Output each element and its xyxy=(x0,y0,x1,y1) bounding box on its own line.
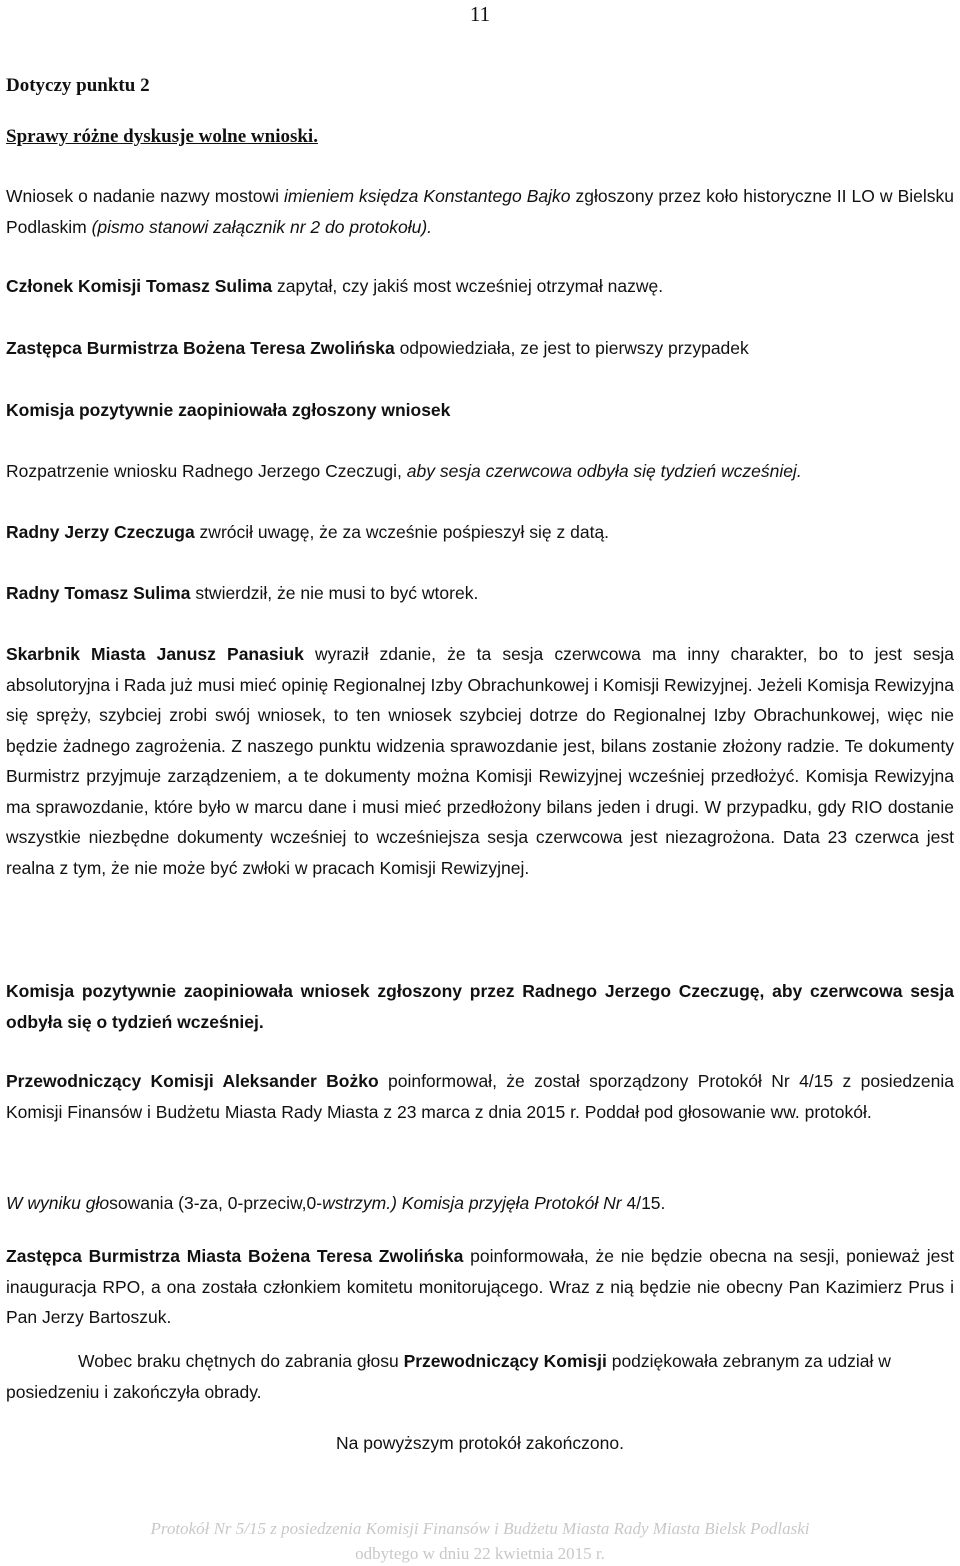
p4-text: Komisja pozytywnie zaopiniowała zgłoszony wniosek xyxy=(6,400,451,420)
p8-speaker: Skarbnik Miasta Janusz Panasiuk xyxy=(6,644,304,664)
p7-text: stwierdził, że nie musi to być wtorek. xyxy=(190,583,479,603)
section-heading xyxy=(6,71,954,102)
topic-heading-text: Sprawy różne dyskusje wolne wnioski. xyxy=(6,126,318,147)
paragraph-end-note xyxy=(0,1428,960,1459)
paragraph-sulima-remark xyxy=(6,578,954,609)
p8-text: wyraził zdanie, że ta sesja czerwcowa ma inny charakter, bo to jest sesja absolutoryjna i Rada już musi mieć opinię Regionalnej Izby Obrachunkowej i Komisji Rewizyjnej. Jeżeli Komisja Rewizyjna się spręży, szybciej zrobi swój wniosek, to ten wniosek szybciej dotrze do Regionalnej Izby Obrachunkowej, więc nie będzie żadnego zagrożenia. Z naszego punktu widzenia sprawozdanie jest, bilans zostanie złożony radzie. Te dokumenty Burmistrz przyjmuje zarządzeniem, a te dokumenty można Komisji Rewizyjnej wcześniej przedłożyć. Komisja Rewizyjna ma sprawozdanie, które było w marcu dane i musi mieć przedłożony bilans jeden i drugi. W przypadku, gdy RIO dostanie wszystkie niezbędne dokumenty wcześniej to wcześniejsza sesja czerwcowa jest niezagrożona. Data 23 czerwca jest realna z tym, że nie może być zwłoki w pracach Komisji Rewizyjnej. xyxy=(6,644,954,878)
paragraph-commission-opinion xyxy=(6,395,954,426)
page-number: 11 xyxy=(469,2,491,26)
paragraph-closing xyxy=(6,1346,954,1407)
paragraph-bozko-statement xyxy=(6,1066,954,1127)
footer-line-2-text: odbytego w dniu 22 kwietnia 2015 r. xyxy=(355,1544,605,1563)
p9-text: Komisja pozytywnie zaopiniowała wniosek zgłoszony przez Radnego Jerzego Czeczugę, aby czerwcowa sesja odbyła się o tydzień wcześniej. xyxy=(6,981,954,1032)
p1-text-1: Wniosek o nadanie nazwy mostowi xyxy=(6,186,285,206)
p11-italic-2: wstrzym.) Komisja przyjęła Protokół Nr xyxy=(322,1193,627,1213)
paragraph-commission-decision xyxy=(6,976,954,1037)
p10-speaker: Przewodniczący Komisji Aleksander Bożko xyxy=(6,1071,379,1091)
p3-text: odpowiedziała, ze jest to pierwszy przypadek xyxy=(394,338,749,358)
p6-text: zwrócił uwagę, że za wcześnie pośpieszył się z datą. xyxy=(194,522,610,542)
p11-italic-1: W wyniku gło xyxy=(6,1193,110,1213)
paragraph-zwolinska-answer xyxy=(6,333,954,364)
p1-italic-1: imieniem księdza Konstantego Bajko xyxy=(284,186,571,206)
paragraph-zwolinska-info xyxy=(6,1241,954,1333)
paragraph-czeczuga-remark xyxy=(6,517,954,548)
paragraph-motion-bridge-name xyxy=(6,181,954,242)
p11-text-2: 4/15. xyxy=(626,1193,666,1213)
footer-line-1 xyxy=(0,1516,960,1541)
footer-line-2 xyxy=(0,1541,960,1566)
p2-speaker: Członek Komisji Tomasz Sulima xyxy=(6,276,273,296)
p1-text-2: zgłoszony przez koło historyczne II LO w Bielsku Podlaskim xyxy=(6,186,954,237)
p6-speaker: Radny Jerzy Czeczuga xyxy=(6,522,195,542)
section-heading-text: Dotyczy punktu 2 xyxy=(6,75,150,96)
topic-heading xyxy=(6,122,954,153)
p1-italic-2: (pismo stanowi załącznik nr 2 do protokołu). xyxy=(91,216,433,237)
paragraph-czeczuga-motion xyxy=(6,456,954,487)
p5-italic: aby sesja czerwcowa odbyła się tydzień wcześniej. xyxy=(406,461,802,481)
p5-text: Rozpatrzenie wniosku Radnego Jerzego Czeczugi, xyxy=(6,461,407,481)
p13-speaker: Przewodniczący Komisji xyxy=(403,1351,607,1371)
p2-text: zapytał, czy jakiś most wcześniej otrzymał nazwę. xyxy=(272,276,664,296)
p7-speaker: Radny Tomasz Sulima xyxy=(6,583,191,603)
p13-text-2: podziękowała zebranym za udział w posiedzeniu i zakończyła obrady. xyxy=(6,1351,891,1402)
p10-text: poinformował, że został sporządzony Protokół Nr 4/15 z posiedzenia Komisji Finansów i Budżetu Miasta Rady Miasta z 23 marca z dnia 2015 r. Poddał pod głosowanie ww. protokół. xyxy=(6,1071,954,1122)
p3-speaker: Zastępca Burmistrza Bożena Teresa Zwolińska xyxy=(6,338,395,358)
p12-speaker: Zastępca Burmistrza Miasta Bożena Teresa Zwolińska xyxy=(6,1246,464,1266)
p12-text: poinformowała, że nie będzie obecna na sesji, ponieważ jest inauguracja RPO, a ona została członkiem komitetu monitorującego. Wraz z nią będzie nie obecny Pan Kazimierz Prus i Pan Jerzy Bartoszuk. xyxy=(6,1246,954,1327)
paragraph-vote-result xyxy=(6,1188,954,1219)
paragraph-sulima-question xyxy=(6,271,954,302)
paragraph-panasiuk-statement xyxy=(6,639,954,883)
p11-text-1: sowania (3-za, 0-przeciw,0- xyxy=(109,1193,323,1213)
footer-line-1-text: Protokół Nr 5/15 z posiedzenia Komisji Finansów i Budżetu Miasta Rady Miasta Bielsk Podlaski xyxy=(150,1519,810,1538)
p14-text: Na powyższym protokół zakończono. xyxy=(336,1433,624,1453)
p13-text-1: Wobec braku chętnych do zabrania głosu xyxy=(78,1351,404,1371)
